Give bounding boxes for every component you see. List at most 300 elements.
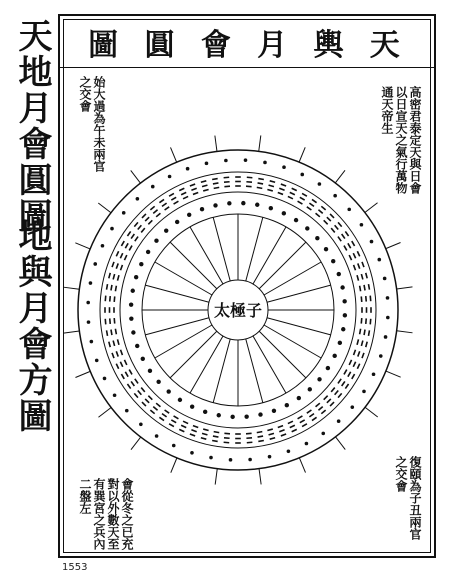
hexagram-mark bbox=[131, 234, 134, 239]
hexagram-mark bbox=[116, 364, 118, 369]
hexagram-mark bbox=[109, 342, 110, 347]
hexagram-mark bbox=[364, 330, 365, 336]
glyph-mark bbox=[372, 372, 376, 376]
glyph-mark bbox=[282, 211, 286, 215]
hexagram-mark bbox=[281, 434, 286, 436]
hexagram-mark bbox=[150, 206, 154, 210]
hexagram-mark bbox=[179, 429, 184, 431]
hexagram-mark bbox=[292, 188, 297, 190]
glyph-mark bbox=[122, 211, 126, 215]
hexagram-mark bbox=[288, 421, 293, 423]
glyph-mark bbox=[337, 272, 341, 276]
glyph-mark bbox=[318, 182, 322, 186]
hexagram-mark bbox=[190, 434, 195, 436]
glyph-mark bbox=[340, 285, 344, 289]
hexagram-mark bbox=[290, 425, 295, 427]
glyph-mark bbox=[131, 289, 135, 293]
glyph-mark bbox=[326, 366, 330, 370]
glyph-mark bbox=[268, 455, 272, 459]
glyph-mark bbox=[342, 299, 346, 303]
glyph-mark bbox=[229, 458, 233, 462]
hexagram-mark bbox=[212, 179, 218, 180]
glyph-mark bbox=[135, 344, 139, 348]
outer-ray bbox=[386, 371, 401, 377]
hexagram-mark bbox=[338, 222, 342, 226]
hexagram-mark bbox=[174, 416, 179, 419]
hexagram-mark bbox=[353, 362, 355, 367]
spoke bbox=[259, 331, 306, 378]
glyph-mark bbox=[331, 259, 335, 263]
glyph-mark bbox=[263, 161, 267, 165]
hexagram-mark bbox=[307, 207, 312, 210]
outer-ray bbox=[131, 437, 141, 450]
outer-ray bbox=[75, 371, 90, 377]
outer-ray bbox=[131, 170, 141, 183]
hexagram-mark bbox=[165, 410, 170, 413]
hexagram-mark bbox=[201, 181, 206, 182]
hexagram-mark bbox=[338, 237, 341, 242]
outer-ray bbox=[335, 170, 345, 183]
hexagram-mark bbox=[162, 203, 167, 206]
glyph-mark bbox=[146, 250, 150, 254]
title-char-2: 圓 bbox=[144, 27, 181, 63]
hexagram-mark bbox=[120, 362, 122, 367]
glyph-mark bbox=[167, 389, 171, 393]
glyph-mark bbox=[175, 220, 179, 224]
glyph-mark bbox=[110, 227, 114, 231]
hexagram-mark bbox=[153, 210, 157, 214]
hexagram-mark bbox=[309, 203, 314, 206]
hexagram-mark bbox=[129, 246, 132, 251]
glyph-mark bbox=[129, 316, 133, 320]
hexagram-mark bbox=[159, 199, 164, 202]
glyph-mark bbox=[139, 262, 143, 266]
glyph-mark bbox=[362, 390, 366, 394]
spoke bbox=[170, 331, 217, 378]
hexagram-mark bbox=[125, 372, 128, 377]
note-top-left: 始大過為午未兩官之交會 bbox=[78, 76, 106, 172]
glyph-mark bbox=[203, 410, 207, 414]
hexagram-mark bbox=[312, 199, 317, 202]
hexagram-mark bbox=[193, 193, 198, 195]
hexagram-mark bbox=[316, 403, 320, 407]
hexagram-mark bbox=[345, 231, 348, 236]
outer-ray bbox=[98, 203, 111, 213]
title-char-6: 天 bbox=[369, 27, 406, 63]
hexagram-mark bbox=[115, 329, 116, 335]
hexagram-mark bbox=[193, 426, 198, 428]
hexagram-mark bbox=[318, 407, 322, 411]
outer-ray bbox=[75, 243, 90, 249]
glyph-mark bbox=[282, 165, 286, 169]
hexagram-mark bbox=[165, 207, 170, 210]
hexagram-mark bbox=[124, 255, 126, 260]
outer-ray bbox=[397, 287, 413, 289]
hexagram-mark bbox=[300, 420, 305, 423]
hexagram-mark bbox=[138, 225, 142, 229]
glyph-mark bbox=[370, 240, 374, 244]
hexagram-mark bbox=[121, 350, 123, 355]
glyph-mark bbox=[154, 239, 158, 243]
outer-ray bbox=[215, 469, 217, 485]
glyph-mark bbox=[285, 403, 289, 407]
hexagram-mark bbox=[142, 214, 146, 218]
glyph-mark bbox=[383, 277, 387, 281]
hexagram-mark bbox=[212, 440, 218, 441]
hexagram-mark bbox=[345, 384, 348, 389]
hexagram-mark bbox=[335, 225, 339, 229]
glyph-mark bbox=[294, 218, 298, 222]
glyph-mark bbox=[384, 335, 388, 339]
hexagram-mark bbox=[357, 275, 358, 280]
hexagram-mark bbox=[138, 390, 142, 394]
hexagram-mark bbox=[162, 414, 167, 417]
glyph-mark bbox=[141, 357, 145, 361]
glyph-mark bbox=[297, 396, 301, 400]
hexagram-mark bbox=[342, 234, 345, 239]
glyph-mark bbox=[343, 313, 347, 317]
hexagram-mark bbox=[258, 179, 264, 180]
hexagram-mark bbox=[257, 187, 263, 188]
note-bottom-left: 會從冬之已充對以外數天至有巽宮之兵內二盤左 bbox=[78, 478, 134, 550]
hexagram-mark bbox=[324, 220, 328, 224]
hexagram-mark bbox=[113, 341, 114, 346]
hexagram-mark bbox=[134, 222, 138, 226]
hexagram-mark bbox=[321, 206, 325, 210]
hexagram-mark bbox=[171, 197, 176, 200]
hexagram-mark bbox=[121, 374, 124, 379]
hexagram-mark bbox=[331, 388, 335, 392]
glyph-mark bbox=[168, 175, 172, 179]
hexagram-mark bbox=[269, 433, 274, 434]
hexagram-mark bbox=[121, 265, 123, 270]
hexagram-mark bbox=[129, 370, 132, 375]
hexagram-mark bbox=[366, 273, 367, 278]
hexagram-mark bbox=[109, 273, 110, 278]
hexagram-mark bbox=[344, 370, 347, 375]
glyph-mark bbox=[186, 167, 190, 171]
outer-ray bbox=[336, 437, 346, 450]
title-char-4: 月 bbox=[257, 27, 294, 63]
hexagram-mark bbox=[127, 231, 130, 236]
hexagram-mark bbox=[302, 424, 307, 427]
hexagram-mark bbox=[298, 201, 303, 204]
glyph-mark bbox=[332, 354, 336, 358]
glyph-mark bbox=[244, 158, 248, 162]
glyph-mark bbox=[93, 262, 97, 266]
hexagram-mark bbox=[183, 196, 188, 198]
hexagram-mark bbox=[279, 430, 284, 432]
glyph-mark bbox=[209, 456, 213, 460]
glyph-mark bbox=[338, 341, 342, 345]
outer-ray bbox=[215, 136, 217, 152]
hexagram-mark bbox=[174, 201, 179, 204]
glyph-mark bbox=[341, 327, 345, 331]
hexagram-mark bbox=[324, 396, 328, 400]
hexagram-mark bbox=[127, 384, 130, 389]
hexagram-mark bbox=[191, 188, 196, 190]
hexagram-mark bbox=[202, 433, 207, 434]
glyph-mark bbox=[101, 244, 105, 248]
glyph-mark bbox=[200, 207, 204, 211]
glyph-mark bbox=[315, 236, 319, 240]
hexagram-mark bbox=[201, 438, 206, 439]
hexagram-mark bbox=[330, 402, 334, 406]
glyph-mark bbox=[272, 409, 276, 413]
hexagram-mark bbox=[358, 263, 360, 268]
hexagram-mark bbox=[300, 197, 305, 200]
hexagram-mark bbox=[213, 436, 219, 437]
hexagram-mark bbox=[135, 379, 138, 384]
hexagram-mark bbox=[142, 402, 146, 406]
hexagram-mark bbox=[352, 374, 355, 379]
hexagram-mark bbox=[190, 184, 195, 186]
glyph-mark bbox=[139, 422, 143, 426]
glyph-mark bbox=[300, 173, 304, 177]
hexagram-mark bbox=[258, 436, 264, 437]
glyph-mark bbox=[164, 228, 168, 232]
hexagram-mark bbox=[330, 214, 334, 218]
glyph-mark bbox=[178, 398, 182, 402]
hexagram-mark bbox=[191, 430, 196, 432]
glyph-mark bbox=[90, 340, 94, 344]
outer-ray bbox=[63, 287, 79, 289]
hexagram-mark bbox=[349, 255, 351, 260]
hexagram-mark bbox=[316, 213, 320, 217]
outer-ray bbox=[64, 331, 80, 333]
outer-ray bbox=[299, 458, 305, 473]
hexagram-mark bbox=[368, 284, 369, 290]
glyph-mark bbox=[136, 197, 140, 201]
hexagram-mark bbox=[270, 438, 275, 439]
hexagram-mark bbox=[107, 284, 108, 290]
glyph-mark bbox=[308, 387, 312, 391]
glyph-mark bbox=[113, 393, 117, 397]
hexagram-mark bbox=[113, 274, 114, 279]
hexagram-mark bbox=[368, 330, 369, 336]
diagram-page bbox=[58, 14, 436, 558]
outer-ray bbox=[299, 147, 305, 162]
glyph-mark bbox=[230, 415, 234, 419]
glyph-mark bbox=[129, 302, 133, 306]
outer-ray bbox=[397, 331, 413, 333]
hexagram-mark bbox=[302, 193, 307, 196]
hexagram-mark bbox=[135, 237, 138, 242]
side-title-bottom: 地與月會方圖 bbox=[12, 218, 52, 434]
hexagram-mark bbox=[107, 330, 108, 336]
hexagram-mark bbox=[318, 210, 322, 214]
hexagram-mark bbox=[312, 417, 317, 420]
glyph-mark bbox=[324, 247, 328, 251]
glyph-mark bbox=[321, 432, 325, 436]
hexagram-mark bbox=[353, 253, 355, 258]
hexagram-mark bbox=[327, 399, 331, 403]
hexagram-mark bbox=[112, 262, 114, 267]
outer-ray bbox=[98, 408, 111, 418]
hexagram-mark bbox=[183, 421, 188, 423]
note-bottom-right: 復頤為子丑兩官之交會 bbox=[394, 456, 422, 540]
glyph-mark bbox=[386, 316, 390, 320]
hexagram-mark bbox=[348, 372, 351, 377]
hexagram-mark bbox=[120, 253, 122, 258]
hexagram-mark bbox=[181, 425, 186, 427]
glyph-mark bbox=[134, 275, 138, 279]
hexagram-mark bbox=[366, 342, 367, 347]
glyph-mark bbox=[337, 419, 341, 423]
hexagram-mark bbox=[354, 265, 356, 270]
hexagram-mark bbox=[352, 241, 355, 246]
hexagram-mark bbox=[118, 339, 119, 344]
hexagram-mark bbox=[153, 407, 157, 411]
glyph-mark bbox=[317, 377, 321, 381]
glyph-mark bbox=[89, 281, 93, 285]
hexagram-mark bbox=[169, 424, 174, 427]
outer-ray bbox=[365, 407, 378, 417]
glyph-mark bbox=[305, 442, 309, 446]
glyph-mark bbox=[213, 203, 217, 207]
glyph-mark bbox=[386, 296, 390, 300]
hexagram-mark bbox=[354, 350, 356, 355]
hexagram-mark bbox=[360, 286, 361, 292]
hexagram-mark bbox=[111, 285, 112, 291]
hexagram-mark bbox=[111, 330, 112, 336]
glyph-mark bbox=[224, 159, 228, 163]
hexagram-mark bbox=[179, 188, 184, 190]
hexagram-mark bbox=[342, 381, 345, 386]
glyph-mark bbox=[305, 226, 309, 230]
glyph-mark bbox=[360, 223, 364, 227]
hexagram-mark bbox=[116, 263, 118, 268]
hexagram-mark bbox=[171, 420, 176, 423]
hexagram-mark bbox=[169, 193, 174, 196]
glyph-mark bbox=[255, 203, 259, 207]
hexagram-mark bbox=[364, 285, 365, 291]
hexagram-mark bbox=[267, 429, 272, 430]
glyph-mark bbox=[187, 213, 191, 217]
hexagram-mark bbox=[360, 329, 361, 335]
hexagram-mark bbox=[145, 217, 149, 221]
glyph-mark bbox=[131, 330, 135, 334]
hexagram-mark bbox=[321, 410, 325, 414]
glyph-mark bbox=[151, 185, 155, 189]
hexagram-mark bbox=[115, 286, 116, 292]
glyph-mark bbox=[190, 451, 194, 455]
hexagram-mark bbox=[150, 410, 154, 414]
glyph-mark bbox=[217, 413, 221, 417]
glyph-mark bbox=[287, 449, 291, 453]
hexagram-mark bbox=[116, 251, 118, 256]
hexagram-mark bbox=[156, 213, 160, 217]
hexagram-mark bbox=[134, 393, 138, 397]
outer-ray bbox=[171, 147, 177, 162]
hexagram-mark bbox=[145, 399, 149, 403]
hexagram-mark bbox=[338, 393, 342, 397]
hexagram-mark bbox=[159, 417, 164, 420]
spoke bbox=[170, 242, 217, 289]
hexagram-mark bbox=[327, 217, 331, 221]
glyph-mark bbox=[350, 405, 354, 409]
hexagram-mark bbox=[214, 187, 220, 188]
hexagram-mark bbox=[278, 426, 283, 428]
cosmological-wheel bbox=[60, 16, 434, 556]
hexagram-mark bbox=[148, 220, 152, 224]
glyph-mark bbox=[377, 258, 381, 262]
hexagram-mark bbox=[118, 275, 119, 280]
hexagram-mark bbox=[357, 251, 359, 256]
hexagram-mark bbox=[121, 241, 124, 246]
glyph-mark bbox=[87, 320, 91, 324]
hexagram-mark bbox=[270, 181, 275, 182]
note-top-right: 高密君泰定天與日會以日宣天之氣行萬物通天帝生 bbox=[380, 86, 422, 194]
hexagram-mark bbox=[156, 403, 160, 407]
glyph-mark bbox=[172, 444, 176, 448]
hexagram-mark bbox=[279, 188, 284, 190]
glyph-mark bbox=[155, 434, 159, 438]
side-title-top: 天地月會圓圖 bbox=[12, 18, 52, 234]
glyph-mark bbox=[258, 412, 262, 416]
glyph-mark bbox=[347, 208, 351, 212]
outer-ray bbox=[365, 203, 378, 213]
hexagram-mark bbox=[307, 410, 312, 413]
hexagram-mark bbox=[148, 396, 152, 400]
title-char-3: 會 bbox=[200, 27, 237, 63]
hexagram-mark bbox=[309, 414, 314, 417]
hexagram-mark bbox=[344, 246, 347, 251]
glyph-mark bbox=[227, 201, 231, 205]
hexagram-mark bbox=[298, 416, 303, 419]
hexagram-mark bbox=[281, 184, 286, 186]
glyph-mark bbox=[148, 369, 152, 373]
hexagram-mark bbox=[181, 192, 186, 194]
glyph-mark bbox=[244, 414, 248, 418]
hexagram-mark bbox=[288, 196, 293, 198]
hexagram-mark bbox=[131, 381, 134, 386]
outer-ray bbox=[171, 458, 177, 473]
hexagram-mark bbox=[203, 190, 208, 191]
glyph-mark bbox=[125, 409, 129, 413]
hexagram-mark bbox=[258, 183, 264, 184]
hexagram-mark bbox=[258, 440, 264, 441]
hexagram-mark bbox=[331, 228, 335, 232]
hexagram-mark bbox=[362, 353, 364, 358]
hexagram-mark bbox=[348, 243, 351, 248]
hexagram-mark bbox=[214, 432, 220, 433]
hexagram-mark bbox=[116, 351, 118, 356]
glyph-mark bbox=[95, 359, 99, 363]
hexagram-mark bbox=[361, 341, 362, 346]
outer-ray bbox=[259, 469, 261, 485]
hexagram-mark bbox=[361, 274, 362, 279]
hexagram-mark bbox=[213, 183, 219, 184]
hexagram-mark bbox=[278, 193, 283, 195]
glyph-mark bbox=[248, 458, 252, 462]
outer-ray bbox=[259, 135, 261, 151]
title-char-5: 輿 bbox=[313, 27, 350, 63]
title-char-1: 圖 bbox=[88, 27, 125, 63]
center-label: 太極子 bbox=[213, 301, 263, 320]
outer-ray bbox=[386, 243, 401, 249]
hexagram-mark bbox=[141, 228, 145, 232]
hexagram-mark bbox=[125, 243, 128, 248]
hexagram-mark bbox=[203, 429, 208, 430]
glyph-mark bbox=[103, 377, 107, 381]
hexagram-mark bbox=[124, 360, 126, 365]
hexagram-mark bbox=[267, 190, 272, 191]
hexagram-mark bbox=[292, 429, 297, 431]
glyph-mark bbox=[205, 162, 209, 166]
hexagram-mark bbox=[141, 388, 145, 392]
hexagram-mark bbox=[362, 262, 364, 267]
